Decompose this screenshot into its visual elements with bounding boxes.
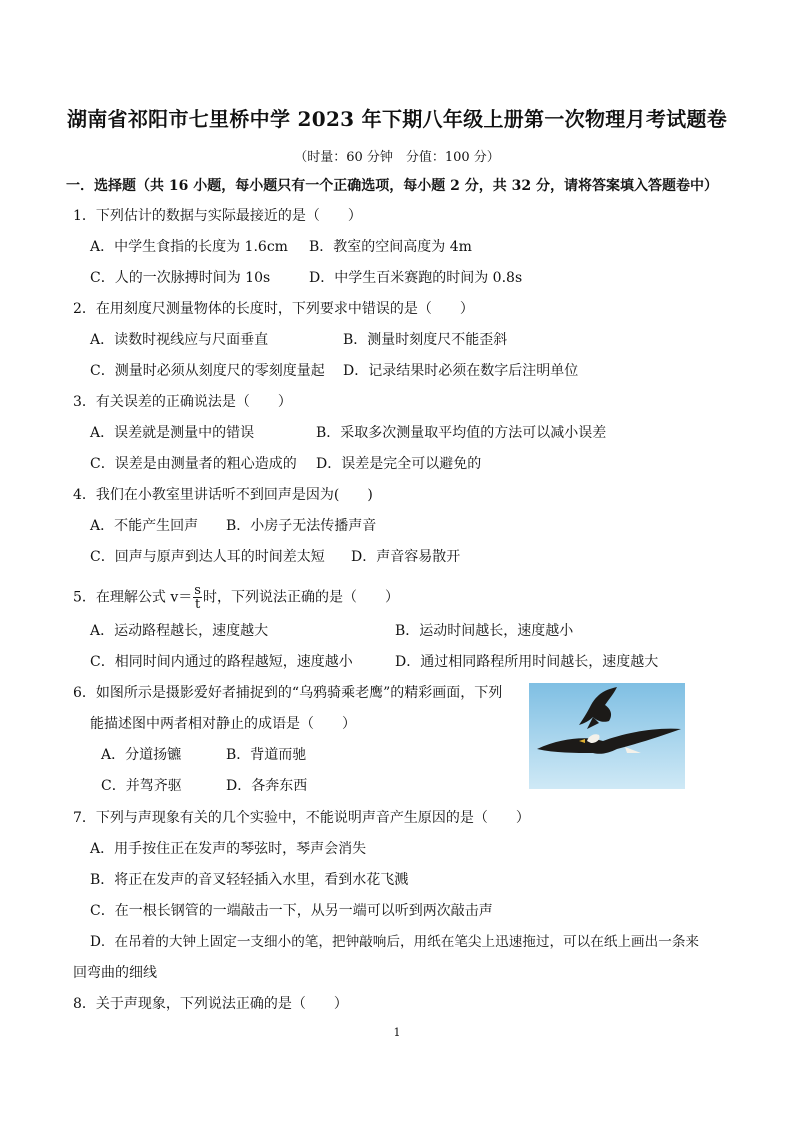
question-2-option-b: B．测量时刻度尺不能歪斜: [343, 332, 508, 348]
question-5-stem-prefix: 5．在理解公式 v＝: [73, 589, 193, 606]
page-number: 1: [393, 1026, 401, 1039]
question-1-option-b: B．教室的空间高度为 4m: [309, 239, 472, 255]
page-subtitle: （时量：60 分钟 分值：100 分）: [294, 150, 500, 165]
question-6-stem-line2: 能描述图中两者相对静止的成语是（ ）: [90, 716, 356, 732]
question-5-option-d: D．通过相同路程所用时间越长，速度越大: [395, 654, 659, 670]
eagle-crow-photo: [529, 683, 685, 789]
question-5-option-c: C．相同时间内通过的路程越短，速度越小: [90, 654, 353, 670]
question-2-option-c: C．测量时必须从刻度尺的零刻度量起: [90, 363, 325, 379]
question-6-option-a: A．分道扬镳: [101, 747, 182, 763]
question-4-option-d: D．声音容易散开: [351, 549, 461, 565]
fraction-numerator: s: [194, 583, 201, 598]
question-3-option-c: C．误差是由测量者的粗心造成的: [90, 456, 297, 472]
question-2-option-a: A．读数时视线应与尺面垂直: [90, 332, 269, 348]
question-7-stem: 7．下列与声现象有关的几个实验中，不能说明声音产生原因的是（ ）: [73, 810, 530, 826]
page-title: 湖南省祁阳市七里桥中学 2023 年下期八年级上册第一次物理月考试题卷: [66, 107, 728, 131]
question-6-option-c: C．并驾齐驱: [101, 778, 182, 794]
question-5-option-b: B．运动时间越长，速度越小: [395, 623, 574, 639]
question-7-option-b: B．将正在发声的音叉轻轻插入水里，看到水花飞溅: [90, 872, 409, 888]
question-6-option-d: D．各奔东西: [226, 778, 308, 794]
question-6-stem-line1: 6．如图所示是摄影爱好者捕捉到的“乌鸦骑乘老鹰”的精彩画面，下列: [73, 685, 503, 701]
question-4-option-c: C．回声与原声到达人耳的时间差太短: [90, 549, 325, 565]
question-4-option-b: B．小房子无法传播声音: [226, 518, 377, 534]
question-5-stem-suffix: 时，下列说法正确的是（ ）: [202, 589, 399, 606]
question-5-stem: [73, 584, 399, 611]
velocity-fraction: [193, 584, 202, 611]
question-3-stem: 3．有关误差的正确说法是（ ）: [73, 394, 292, 410]
question-7-option-d-line2: 回弯曲的细线: [73, 965, 157, 981]
question-5-option-a: A．运动路程越长，速度越大: [90, 623, 269, 639]
question-2-stem: 2．在用刻度尺测量物体的长度时，下列要求中错误的是（ ）: [73, 301, 474, 317]
question-1-option-d: D．中学生百米赛跑的时间为 0.8s: [309, 270, 523, 286]
question-7-option-a: A．用手按住正在发声的琴弦时，琴声会消失: [90, 841, 367, 857]
question-7-option-c: C．在一根长钢管的一端敲击一下，从另一端可以听到两次敲击声: [90, 903, 493, 919]
section-heading: 一．选择题（共 16 小题，每小题只有一个正确选项，每小题 2 分，共 32 分，请将答案填入答题卷中）: [66, 178, 718, 194]
question-6-option-b: B．背道而驰: [226, 747, 307, 763]
question-7-option-d-line1: D．在吊着的大钟上固定一支细小的笔，把钟敲响后，用纸在笔尖上迅速拖过，可以在纸上画出一条来: [90, 934, 700, 950]
question-3-option-b: B．采取多次测量取平均值的方法可以减小误差: [316, 425, 607, 441]
question-8-stem: 8．关于声现象，下列说法正确的是（ ）: [73, 996, 348, 1012]
question-1-option-c: C．人的一次脉搏时间为 10s: [90, 270, 271, 286]
question-4-stem: 4．我们在小教室里讲话听不到回声是因为( ): [73, 487, 373, 503]
question-3-option-d: D．误差是完全可以避免的: [316, 456, 482, 472]
fraction-denominator: t: [195, 597, 201, 612]
question-1-stem: 1．下列估计的数据与实际最接近的是（ ）: [73, 208, 362, 224]
question-2-option-d: D．记录结果时必须在数字后注明单位: [343, 363, 579, 379]
question-4-option-a: A．不能产生回声: [90, 518, 199, 534]
question-1-option-a: A．中学生食指的长度为 1.6cm: [90, 239, 288, 255]
question-3-option-a: A．误差就是测量中的错误: [90, 425, 255, 441]
